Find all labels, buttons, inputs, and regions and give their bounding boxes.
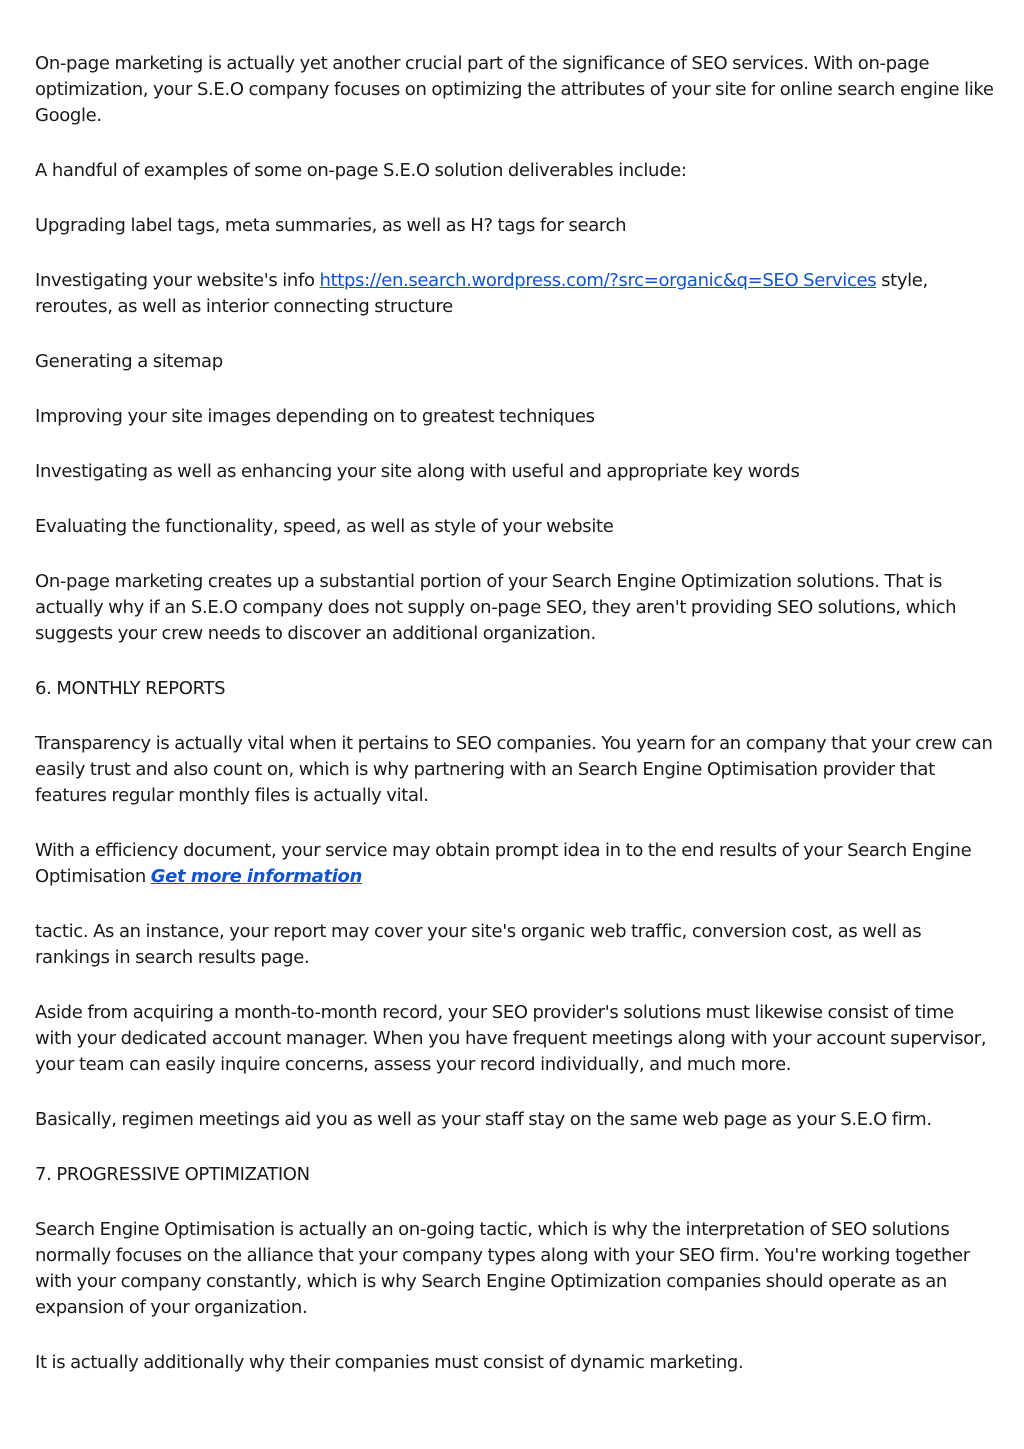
- paragraph-label-tags: Upgrading label tags, meta summaries, as well as H? tags for search: [35, 215, 627, 236]
- paragraph-efficiency-document: [35, 838, 995, 890]
- paragraph-onpage-intro: On-page marketing is actually yet another crucial part of the significance of SEO services. With on-page optimization, your S.E.O company focuses on optimizing the attributes of your site for online search engine like Google.: [35, 53, 994, 126]
- get-more-information-link[interactable]: Get more information: [150, 866, 362, 887]
- paragraph-site-images: Improving your site images depending on to greatest techniques: [35, 406, 595, 427]
- heading-progressive-optimization: 7. PROGRESSIVE OPTIMIZATION: [35, 1164, 310, 1185]
- paragraph-transparency: Transparency is actually vital when it pertains to SEO companies. You yearn for an company that your crew can easily trust and also count on, which is why partnering with an Search Engine Optimisation provider that features regular monthly files is actually vital.: [35, 733, 993, 806]
- document-body: [35, 51, 995, 1405]
- paragraph-dynamic-marketing: It is actually additionally why their companies must consist of dynamic marketing.: [35, 1352, 744, 1373]
- heading-monthly-reports: 6. MONTHLY REPORTS: [35, 678, 226, 699]
- wordpress-search-link[interactable]: https://en.search.wordpress.com/?src=organic&q=SEO Services: [319, 270, 877, 291]
- paragraph-ongoing-tactic: Search Engine Optimisation is actually an on-going tactic, which is why the interpretation of SEO solutions normally focuses on the alliance that your company types along with your SEO firm. You're working together with your company constantly, which is why Search Engine Optimization companies should operate as an expansion of your organization.: [35, 1219, 970, 1318]
- paragraph-regimen-meetings: Basically, regimen meetings aid you as well as your staff stay on the same web page as your S.E.O firm.: [35, 1109, 932, 1130]
- paragraph-website-info-before: Investigating your website's info: [35, 270, 320, 291]
- paragraph-website-info-after: style, reroutes, as well as interior connecting structure: [35, 270, 928, 317]
- paragraph-account-manager: Aside from acquiring a month-to-month record, your SEO provider's solutions must likewise consist of time with your dedicated account manager. When you have frequent meetings along with your account supervisor, your team can easily inquire concerns, assess your record individually, and much more.: [35, 1002, 987, 1075]
- paragraph-key-words: Investigating as well as enhancing your site along with useful and appropriate key words: [35, 461, 800, 482]
- paragraph-onpage-portion: On-page marketing creates up a substantial portion of your Search Engine Optimization solutions. That is actually why if an S.E.O company does not supply on-page SEO, they aren't providing SEO solutions, which suggests your crew needs to discover an additional organization.: [35, 571, 957, 644]
- paragraph-efficiency-before: With a efficiency document, your service may obtain prompt idea in to the end results of your Search Engine Optimisation: [35, 840, 972, 887]
- paragraph-sitemap: Generating a sitemap: [35, 351, 223, 372]
- paragraph-examples-intro: A handful of examples of some on-page S.E.O solution deliverables include:: [35, 160, 687, 181]
- paragraph-website-info: [35, 268, 995, 320]
- paragraph-tactic: tactic. As an instance, your report may cover your site's organic web traffic, conversion cost, as well as rankings in search results page.: [35, 921, 922, 968]
- paragraph-functionality: Evaluating the functionality, speed, as well as style of your website: [35, 516, 614, 537]
